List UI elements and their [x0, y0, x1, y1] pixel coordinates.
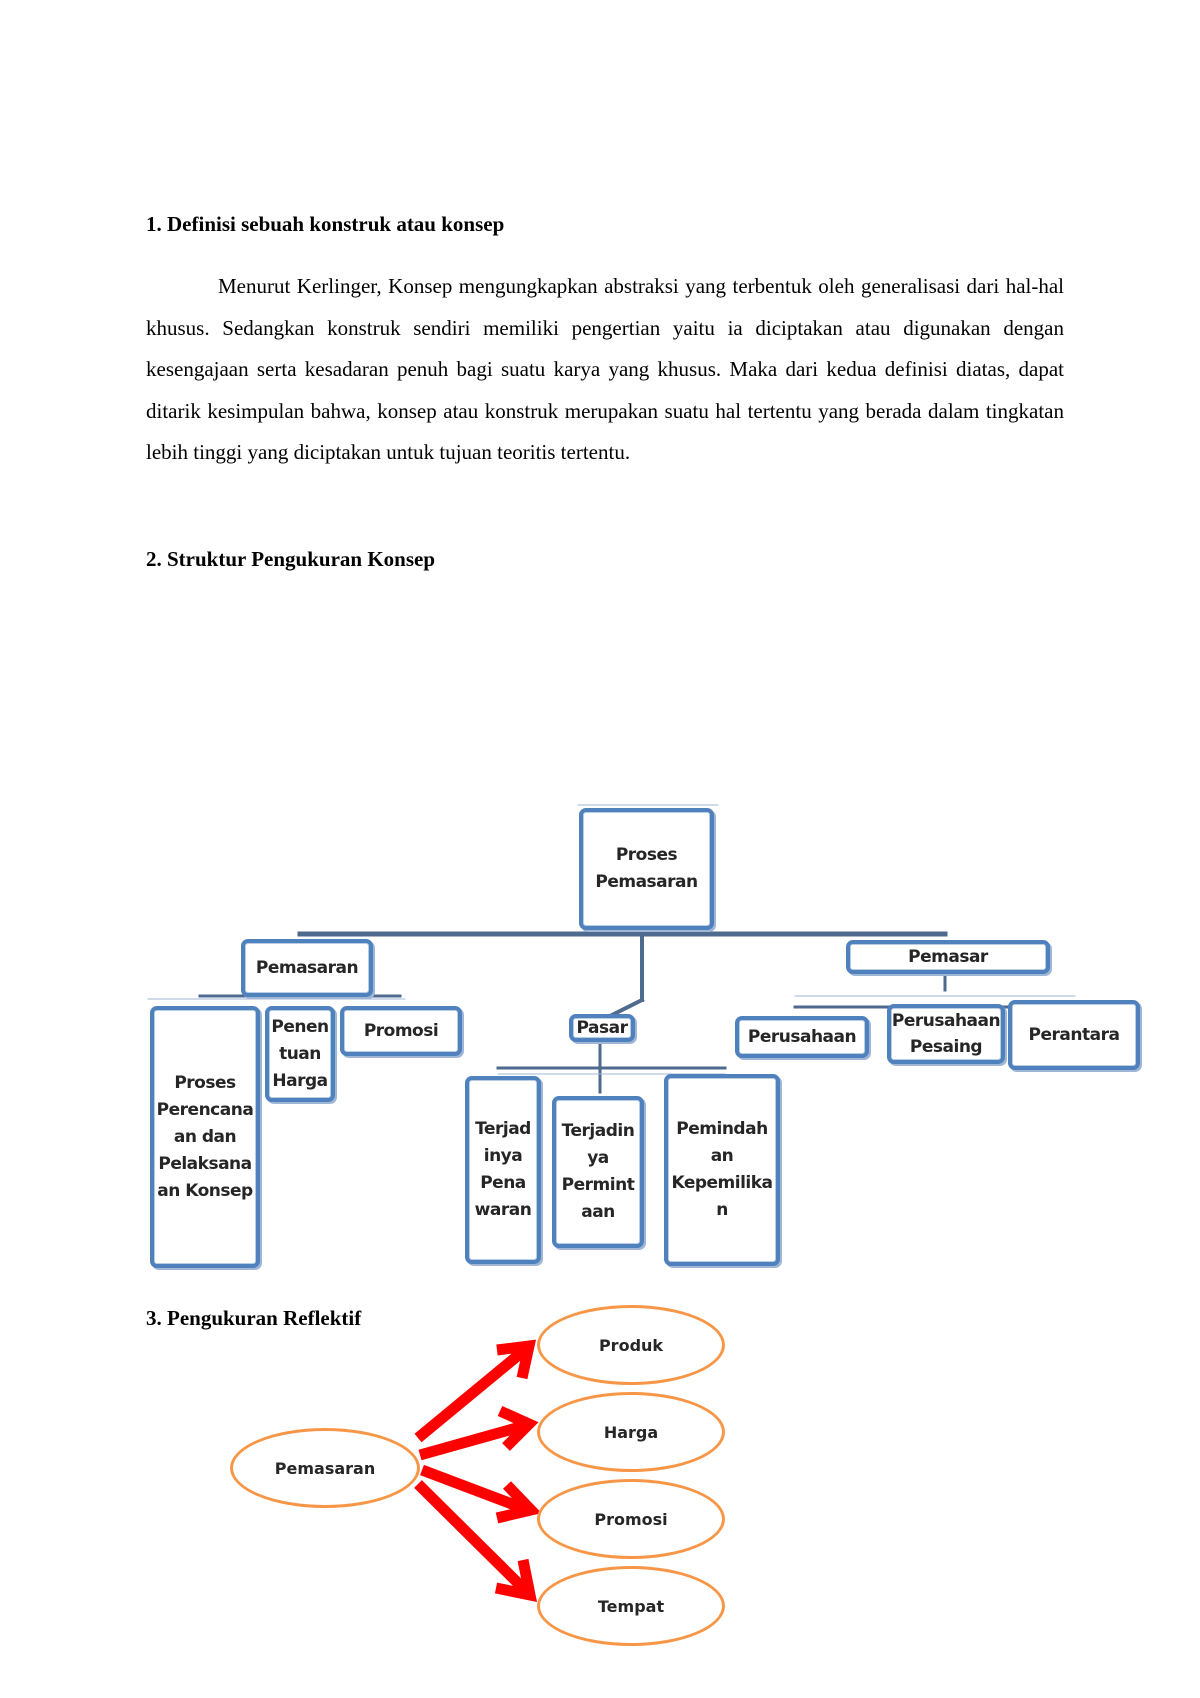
box-proses-perencanaan: Proses Perencana an dan Pelaksana an Konsep [150, 1006, 260, 1268]
section-3-heading: 3. Pengukuran Reflektif [146, 1306, 362, 1330]
box-promosi: Promosi [340, 1006, 462, 1056]
oval-tempat: Tempat [537, 1566, 725, 1646]
box-proses-pemasaran: Proses Pemasaran [579, 808, 714, 930]
oval-harga: Harga [537, 1392, 725, 1472]
box-pemasar: Pemasar [846, 940, 1050, 974]
oval-pemasaran: Pemasaran [230, 1428, 420, 1508]
box-terjadinya-penawaran: Terjad inya Pena waran [465, 1076, 541, 1264]
oval-produk: Produk [537, 1305, 725, 1385]
box-perusahaan: Perusahaan [735, 1016, 869, 1058]
box-terjadinya-permintaan: Terjadin ya Permint aan [552, 1096, 644, 1248]
section-2-heading: 2. Struktur Pengukuran Konsep [146, 547, 436, 571]
box-penentuan-harga: Penen tuan Harga [265, 1006, 335, 1102]
box-perantara: Perantara [1008, 1000, 1140, 1070]
oval-promosi: Promosi [537, 1479, 725, 1559]
box-perusahaan-pesaing: Perusahaan Pesaing [887, 1004, 1005, 1064]
section-1-heading: 1. Definisi sebuah konstruk atau konsep [146, 212, 505, 236]
box-pemindahan-kepemilikan: Pemindah an Kepemilika n [664, 1074, 780, 1266]
box-pasar: Pasar [569, 1014, 635, 1042]
box-pemasaran: Pemasaran [241, 939, 373, 997]
section-1-paragraph: Menurut Kerlinger, Konsep mengungkapkan abstraksi yang terbentuk oleh generalisasi dari hal-hal khusus. Sedangkan konstruk sendiri memiliki pengertian yaitu ia diciptakan atau digunakan dengan kesengajaan serta kesadaran penuh bagi suatu karya yang khusus. Maka dari kedua definisi diatas, dapat ditarik kesimpulan bahwa, konsep atau konstruk merupakan suatu hal tertentu yang berada dalam tingkatan lebih tinggi yang diciptakan untuk tujuan teoritis tertentu. [146, 274, 1064, 464]
